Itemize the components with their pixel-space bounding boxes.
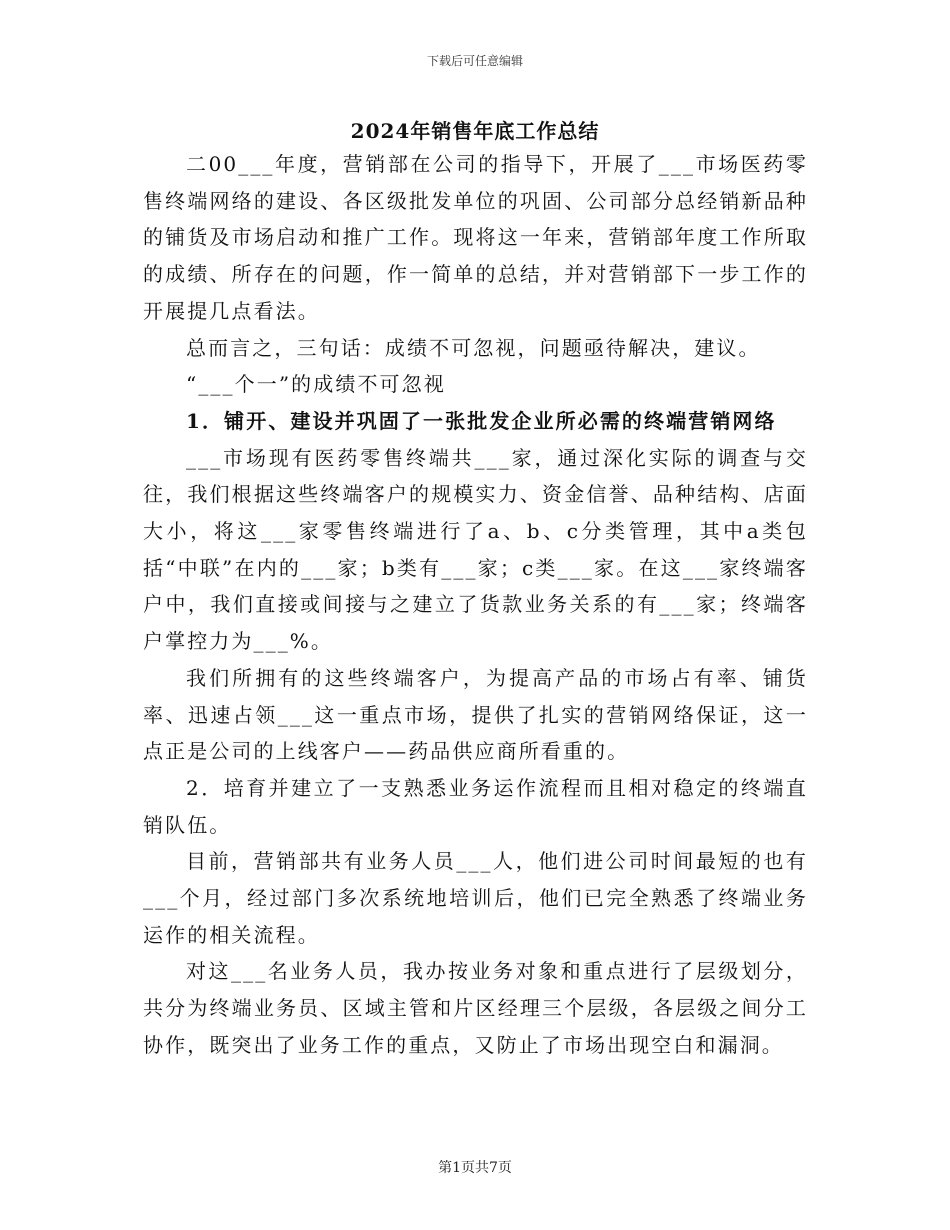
section-heading-achievements: “___个一”的成绩不可忽视 bbox=[186, 372, 446, 397]
paragraph-summary: 总而言之，三句话：成绩不可忽视，问题亟待解决，建议。 bbox=[186, 335, 761, 360]
document-title: 2024年销售年底工作总结 bbox=[350, 119, 600, 143]
download-note: 下载后可任意编辑 bbox=[426, 54, 523, 68]
paragraph-team-structure: 对这___名业务人员，我办按业务对象和重点进行了层级划分，共分为终端业务员、区域主管和片区经理三个层级，各层级之间分工协作，既突出了业务工作的重点，又防止了市场出现空白和漏洞。 bbox=[143, 959, 808, 1057]
paragraph-team-detail: 目前，营销部共有业务人员___人，他们进公司时间最短的也有___个月，经过部门多次系统地培训后，他们已完全熟悉了终端业务运作的相关流程。 bbox=[143, 849, 808, 947]
page-number: 第1页共7页 bbox=[438, 1160, 512, 1176]
document-body bbox=[143, 146, 808, 1064]
paragraph-intro: 二00___年度，营销部在公司的指导下，开展了___市场医药零售终端网络的建设、各区级批发单位的巩固、公司部分总经销新品种的铺货及市场启动和推广工作。现将这一年来，营销部年度工作所取的成绩、所存在的问题，作一简单的总结，并对营销部下一步工作的开展提几点看法。 bbox=[143, 152, 808, 323]
paragraph-network-detail: ___市场现有医药零售终端共___家，通过深化实际的调查与交往，我们根据这些终端客户的规模实力、资金信誉、品种结构、店面大小，将这___家零售终端进行了a、b、c分类管理，其中a类包括“中联”在内的___家；b类有___家；c类___家。在这___家终端客户中，我们直接或间接与之建立了货款业务关系的有___家；终端客户掌控力为___%。 bbox=[143, 445, 808, 654]
paragraph-network-value: 我们所拥有的这些终端客户，为提高产品的市场占有率、铺货率、迅速占领___这一重点市场，提供了扎实的营销网络保证，这一点正是公司的上线客户——药品供应商所看重的。 bbox=[143, 665, 808, 764]
subheading-team: 2．培育并建立了一支熟悉业务运作流程而且相对稳定的终端直销队伍。 bbox=[143, 775, 808, 837]
subheading-network: 1．铺开、建设并巩固了一张批发企业所必需的终端营销网络 bbox=[186, 408, 777, 433]
